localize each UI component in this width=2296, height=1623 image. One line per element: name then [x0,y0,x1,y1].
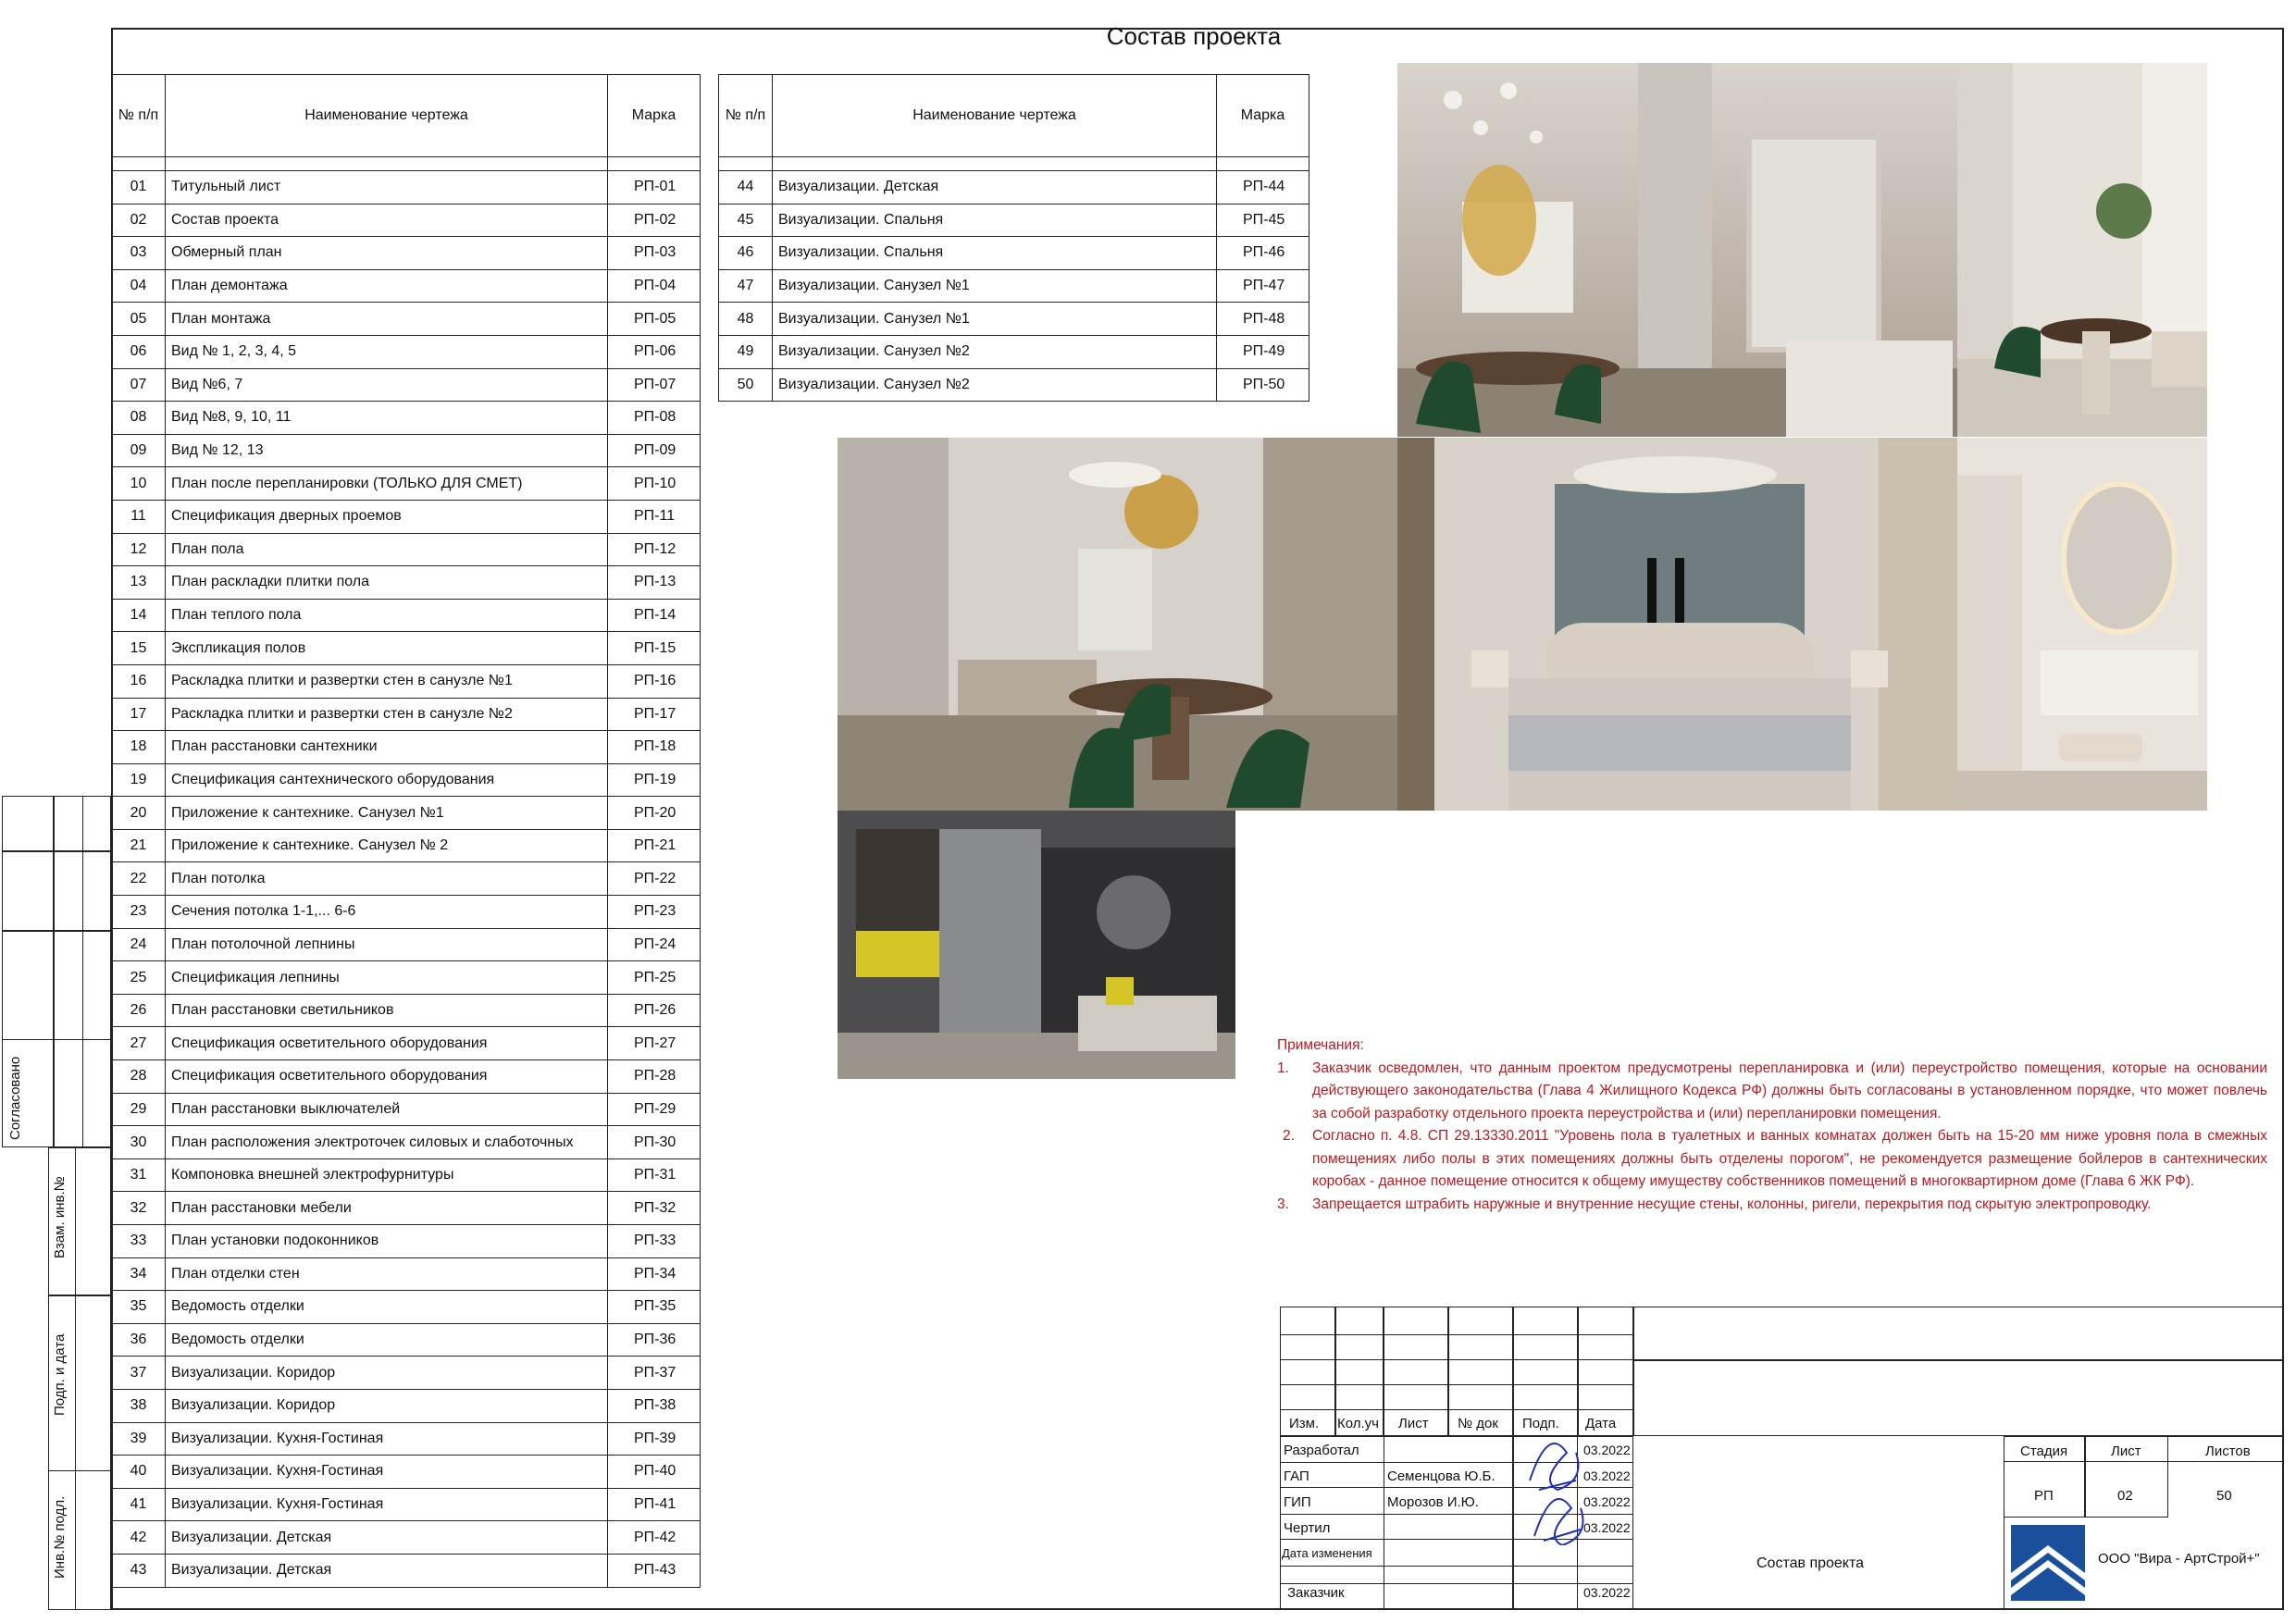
table-row [719,171,1309,204]
row-title: План демонтажа [166,269,608,303]
row-title: Спецификация лепнины [166,961,608,995]
table-row [112,237,701,270]
stamp-col-kol: Кол.уч [1337,1416,1379,1431]
note-text: Запрещается штрабить наружные и внутренние несущие стены, колонны, ригели, перекрытия под скрытую электропроводку. [1312,1196,2152,1212]
render-kitchen-chandelier [1397,63,1957,437]
row-mark: РП-07 [608,368,701,402]
table-row [112,368,701,402]
table-row [112,204,701,237]
row-title: Титульный лист [166,171,608,204]
table-row [719,204,1309,237]
row-number: 40 [112,1456,166,1489]
table-row [112,599,701,632]
stamp-date: 03.2022 [1583,1468,1631,1483]
table-row [112,1027,701,1060]
row-number: 21 [112,829,166,862]
row-mark: РП-32 [608,1192,701,1225]
row-mark: РП-12 [608,533,701,566]
stamp-role: Разработал [1284,1443,1359,1458]
table-row [112,1192,701,1225]
table-row [112,533,701,566]
row-mark: РП-01 [608,171,701,204]
col-mark: Марка [608,75,701,157]
row-title: Визуализации. Кухня-Гостиная [166,1456,608,1489]
table-row [112,500,701,533]
table-row [112,1554,701,1587]
table-row [112,763,701,797]
stamp-role: Дата изменения [1282,1546,1372,1560]
table-row [112,632,701,665]
notes-block [1277,1035,2267,1216]
table-row [112,1126,701,1159]
row-number: 09 [112,434,166,467]
row-number: 14 [112,599,166,632]
row-number: 33 [112,1225,166,1258]
row-title: План расстановки мебели [166,1192,608,1225]
row-title: Ведомость отделки [166,1323,608,1357]
stamp-date: 03.2022 [1583,1520,1631,1535]
note-number: 2. [1283,1128,1295,1144]
row-title: Сечения потолка 1-1,... 6-6 [166,896,608,929]
row-mark: РП-33 [608,1225,701,1258]
label-podp: Подп. и дата [52,1333,68,1416]
row-title: План монтажа [166,303,608,336]
row-number: 49 [719,335,773,368]
row-number: 22 [112,862,166,896]
row-number: 19 [112,763,166,797]
table-row [112,862,701,896]
row-number: 17 [112,698,166,731]
stamp-company: ООО "Вира - АртСтрой+" [2098,1551,2260,1567]
row-mark: РП-10 [608,467,701,501]
row-mark: РП-29 [608,1093,701,1126]
row-title: План теплого пола [166,599,608,632]
col-name: Наименование чертежа [166,75,608,157]
row-mark: РП-40 [608,1456,701,1489]
stamp-col-list: Лист [1398,1416,1429,1431]
render-dining [838,438,1397,811]
stamp-stage-label: Стадия [2020,1443,2068,1459]
row-number: 26 [112,994,166,1027]
company-logo-icon [2011,1525,2085,1601]
notes-title: Примечания: [1277,1037,1364,1053]
stamp-col-date: Дата [1585,1416,1617,1431]
stamp-sheets-label: Листов [2205,1443,2251,1459]
table-row [112,1060,701,1094]
row-mark: РП-14 [608,599,701,632]
row-title: План потолка [166,862,608,896]
stamp-grid [1280,1334,1633,1360]
row-mark: РП-08 [608,402,701,435]
signature-icon [1520,1425,1595,1545]
row-title: План установки подоконников [166,1225,608,1258]
row-mark: РП-25 [608,961,701,995]
row-number: 18 [112,731,166,764]
table-row [112,171,701,204]
table-row [112,1422,701,1456]
table-row [112,731,701,764]
stamp-name: Семенцова Ю.Б. [1387,1468,1496,1484]
table-row [719,335,1309,368]
row-mark: РП-41 [608,1488,701,1521]
row-mark: РП-37 [608,1357,701,1390]
note-item [1277,1125,2267,1194]
row-number: 43 [112,1554,166,1587]
row-title: План отделки стен [166,1258,608,1291]
title-block [1280,1307,2284,1610]
table-row [112,829,701,862]
row-mark: РП-19 [608,763,701,797]
row-title: План раскладки плитки пола [166,566,608,600]
row-mark: РП-11 [608,500,701,533]
row-number: 16 [112,664,166,698]
table-row [112,698,701,731]
row-title: Ведомость отделки [166,1291,608,1324]
row-title: Вид № 12, 13 [166,434,608,467]
table-row [112,1323,701,1357]
drawings-table-right [718,74,1309,402]
row-mark: РП-45 [1217,204,1309,237]
row-title: Визуализации. Детская [166,1521,608,1555]
table-row [719,303,1309,336]
row-number: 32 [112,1192,166,1225]
row-number: 35 [112,1291,166,1324]
row-number: 46 [719,237,773,270]
stamp-grid [1280,1384,1633,1410]
row-title: Визуализации. Коридор [166,1389,608,1422]
row-mark: РП-50 [1217,368,1309,402]
row-number: 02 [112,204,166,237]
table-row [112,269,701,303]
row-number: 44 [719,171,773,204]
row-title: Визуализации. Кухня-Гостиная [166,1488,608,1521]
row-number: 27 [112,1027,166,1060]
row-mark: РП-38 [608,1389,701,1422]
row-mark: РП-24 [608,928,701,961]
row-title: Визуализации. Кухня-Гостиная [166,1422,608,1456]
row-title: Визуализации. Санузел №1 [773,269,1217,303]
row-title: Экспликация полов [166,632,608,665]
row-title: Визуализации. Коридор [166,1357,608,1390]
row-title: План расстановки сантехники [166,731,608,764]
table-row [112,1389,701,1422]
table-row [112,434,701,467]
stamp-role: ГИП [1284,1494,1311,1510]
row-number: 34 [112,1258,166,1291]
note-number: 3. [1277,1196,1289,1212]
stamp-name: Морозов И.Ю. [1387,1494,1479,1510]
row-title: Визуализации. Санузел №2 [773,335,1217,368]
row-mark: РП-44 [1217,171,1309,204]
stamp-sheet: 02 [2117,1488,2133,1504]
table-row [112,1357,701,1390]
row-title: Компоновка внешней электрофурнитуры [166,1158,608,1192]
note-number: 1. [1277,1059,1289,1076]
stamp-doc-title: Состав проекта [1756,1555,1865,1571]
row-number: 05 [112,303,166,336]
row-title: Визуализации. Спальня [773,204,1217,237]
row-mark: РП-26 [608,994,701,1027]
row-number: 29 [112,1093,166,1126]
row-title: Состав проекта [166,204,608,237]
table-row [112,896,701,929]
render-living-corner [1957,63,2207,437]
row-mark: РП-03 [608,237,701,270]
row-mark: РП-09 [608,434,701,467]
row-number: 41 [112,1488,166,1521]
row-title: План пола [166,533,608,566]
plant-icon [1957,63,2207,437]
chandelier-icon [1397,63,1957,437]
table-row [112,664,701,698]
row-mark: РП-21 [608,829,701,862]
table-row [112,402,701,435]
mirror-icon [1957,438,2207,811]
row-mark: РП-15 [608,632,701,665]
row-number: 28 [112,1060,166,1094]
col-num: № п/п [112,75,166,157]
row-mark: РП-49 [1217,335,1309,368]
render-bathroom [1957,438,2207,811]
row-title: План расстановки светильников [166,994,608,1027]
row-title: Визуализации. Санузел №2 [773,368,1217,402]
row-mark: РП-27 [608,1027,701,1060]
table-row [112,1225,701,1258]
row-title: Вид №8, 9, 10, 11 [166,402,608,435]
table-row [112,1456,701,1489]
table-row [112,566,701,600]
stamp-role: Чертил [1284,1520,1331,1536]
row-mark: РП-02 [608,204,701,237]
col-name: Наименование чертежа [773,75,1217,157]
label-agreed: Согласовано [7,1056,23,1140]
stamp-date: 03.2022 [1583,1585,1631,1600]
row-number: 12 [112,533,166,566]
row-title: Визуализации. Спальня [773,237,1217,270]
row-number: 38 [112,1389,166,1422]
row-mark: РП-13 [608,566,701,600]
stamp-col-doc: № док [1458,1416,1498,1431]
table-row [112,994,701,1027]
table-row [719,368,1309,402]
row-mark: РП-16 [608,664,701,698]
row-title: Визуализации. Детская [773,171,1217,204]
row-title: Спецификация сантехнического оборудования [166,763,608,797]
table-row [112,303,701,336]
agreed-row [2,796,111,851]
stamp-sheet-label: Лист [2111,1443,2141,1459]
chandelier-icon [838,438,1397,811]
row-number: 04 [112,269,166,303]
row-number: 06 [112,335,166,368]
stamp-stage: РП [2034,1488,2054,1504]
sofa-icon [838,811,1235,1079]
row-number: 15 [112,632,166,665]
stamp-col-podp: Подп. [1522,1416,1559,1431]
row-title: Спецификация осветительного оборудования [166,1060,608,1094]
table-row [112,1258,701,1291]
row-number: 31 [112,1158,166,1192]
table-row [112,335,701,368]
row-number: 45 [719,204,773,237]
row-number: 03 [112,237,166,270]
row-title: Приложение к сантехнике. Санузел № 2 [166,829,608,862]
table-row [112,467,701,501]
table-row [719,269,1309,303]
col-num: № п/п [719,75,773,157]
stamp-sheets: 50 [2216,1488,2232,1504]
agreed-row2 [2,851,111,931]
row-mark: РП-48 [1217,303,1309,336]
agreed-row3 [2,931,111,1040]
render-kids-room [838,811,1235,1079]
row-number: 01 [112,171,166,204]
row-mark: РП-23 [608,896,701,929]
row-number: 37 [112,1357,166,1390]
table-row [112,1158,701,1192]
row-number: 36 [112,1323,166,1357]
note-text: Согласно п. 4.8. СП 29.13330.2011 "Уровень пола в туалетных и ванных комнатах должен быть на 15-20 мм ниже уровня пола в смежных помещениях либо полы в этих помещениях должны быть отделены порогом", не рекомендуется размещение бойлеров в сантехнических коробах - данное помещение относится к общему имуществу собственников помещений в многоквартирном доме (Глава 6 ЖК РФ). [1312,1128,2267,1189]
note-item [1277,1194,2267,1217]
row-title: Приложение к сантехнике. Санузел №1 [166,797,608,830]
row-title: Вид № 1, 2, 3, 4, 5 [166,335,608,368]
row-title: Раскладка плитки и развертки стен в санузле №1 [166,664,608,698]
table-row [719,237,1309,270]
row-number: 11 [112,500,166,533]
stamp-date: 03.2022 [1583,1494,1631,1509]
row-number: 25 [112,961,166,995]
row-mark: РП-34 [608,1258,701,1291]
table-row [112,1291,701,1324]
row-number: 24 [112,928,166,961]
row-number: 42 [112,1521,166,1555]
row-mark: РП-17 [608,698,701,731]
row-mark: РП-20 [608,797,701,830]
row-mark: РП-36 [608,1323,701,1357]
table-row [112,928,701,961]
table-row [112,797,701,830]
label-inv: Инв.№ подл. [52,1495,68,1579]
stamp-grid [1633,1307,2284,1360]
row-number: 20 [112,797,166,830]
row-mark: РП-31 [608,1158,701,1192]
row-title: Вид №6, 7 [166,368,608,402]
row-number: 07 [112,368,166,402]
stamp-date: 03.2022 [1583,1443,1631,1457]
row-number: 47 [719,269,773,303]
row-mark: РП-39 [608,1422,701,1456]
note-item [1277,1058,2267,1126]
row-title: Раскладка плитки и развертки стен в санузле №2 [166,698,608,731]
row-title: План потолочной лепнины [166,928,608,961]
row-mark: РП-30 [608,1126,701,1159]
row-mark: РП-05 [608,303,701,336]
row-mark: РП-47 [1217,269,1309,303]
row-mark: РП-35 [608,1291,701,1324]
stamp-grid [1633,1360,2284,1436]
row-number: 39 [112,1422,166,1456]
row-number: 13 [112,566,166,600]
row-title: План расстановки выключателей [166,1093,608,1126]
row-number: 23 [112,896,166,929]
stamp-role: Заказчик [1287,1585,1345,1601]
row-number: 10 [112,467,166,501]
drawings-table-left [111,74,701,1588]
row-title: Спецификация дверных проемов [166,500,608,533]
bed-icon [1397,438,1957,811]
table-row [112,961,701,995]
stamp-grid [1280,1566,1633,1584]
row-mark: РП-46 [1217,237,1309,270]
row-number: 08 [112,402,166,435]
table-row [112,1093,701,1126]
note-text: Заказчик осведомлен, что данным проектом предусмотрены перепланировка и (или) переустройство помещения, которые на основании действующего законодательства (Глава 4 Жилищного Кодекса РФ) должны быть согласованы в установленном порядке, что может повлечь за собой разработку отдельного проекта переустройства и (или) перепланировки помещения. [1312,1059,2267,1121]
page-title: Состав проекта [1106,22,1282,50]
row-mark: РП-22 [608,862,701,896]
row-mark: РП-28 [608,1060,701,1094]
row-number: 30 [112,1126,166,1159]
row-title: Спецификация осветительного оборудования [166,1027,608,1060]
row-mark: РП-06 [608,335,701,368]
stamp-col-izm: Изм. [1289,1416,1320,1431]
row-mark: РП-42 [608,1521,701,1555]
row-title: План расположения электроточек силовых и слаботочных [166,1126,608,1159]
table-row [112,1521,701,1555]
row-number: 50 [719,368,773,402]
label-vzam: Взам. инв.№ [52,1176,68,1258]
row-mark: РП-18 [608,731,701,764]
stamp-role: ГАП [1284,1468,1309,1484]
render-bedroom [1397,438,1957,811]
table-row [112,1488,701,1521]
row-title: Обмерный план [166,237,608,270]
row-number: 48 [719,303,773,336]
row-title: Визуализации. Санузел №1 [773,303,1217,336]
row-title: Визуализации. Детская [166,1554,608,1587]
row-mark: РП-43 [608,1554,701,1587]
row-mark: РП-04 [608,269,701,303]
col-mark: Марка [1217,75,1309,157]
row-title: План после перепланировки (ТОЛЬКО ДЛЯ СМЕТ) [166,467,608,501]
